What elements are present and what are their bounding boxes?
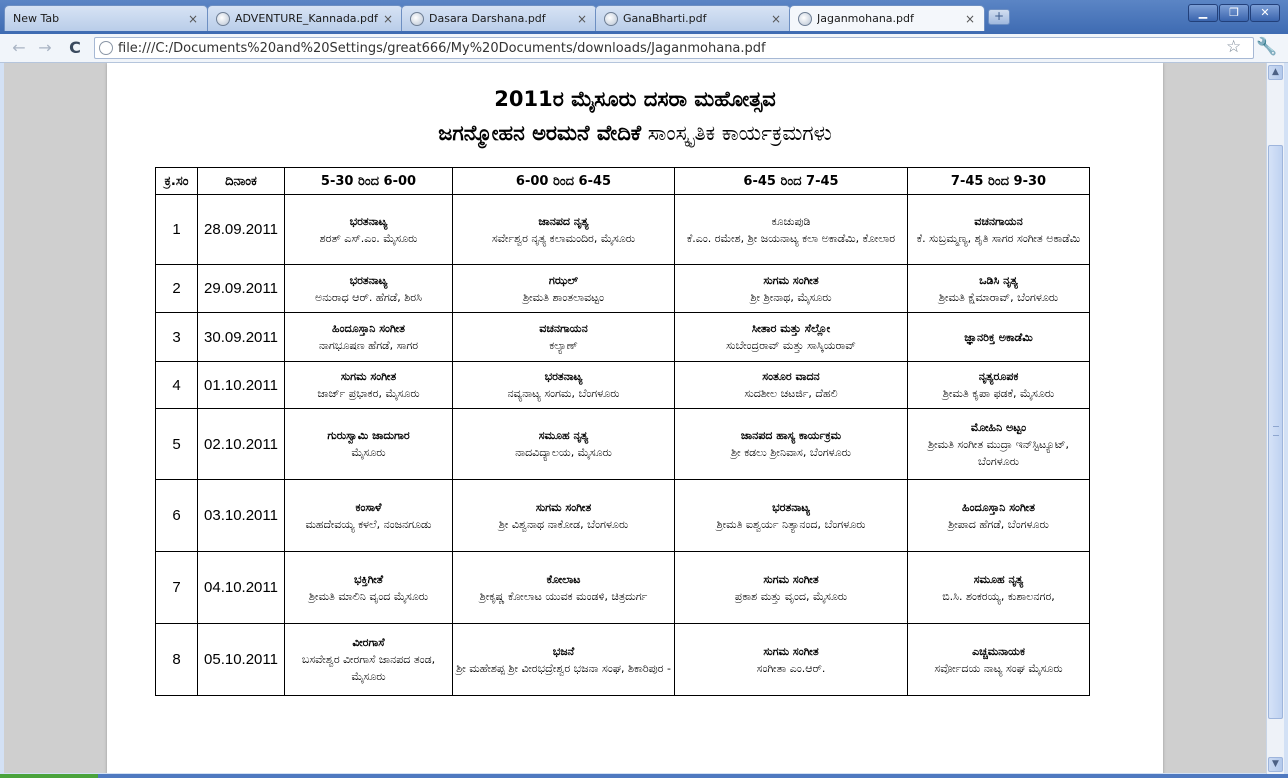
performer-details: ನಾದವಿದ್ಯಾಲಯ, ಮೈಸೂರು <box>515 446 612 459</box>
page-globe-icon <box>216 12 230 26</box>
program-title: ಸುಗಮ ಸಂಗೀತ <box>763 572 819 586</box>
table-row <box>156 480 1090 552</box>
program-title: ಜ್ಞಾನರಿಕ್ತ ಅಕಾಡೆಮಿ <box>964 330 1033 344</box>
restore-button[interactable]: ❐ <box>1219 4 1249 22</box>
program-title: ವೀರಗಾಸೆ <box>352 636 385 649</box>
performer-details: ಶ್ರೀಪಾದ ಹೆಗಡೆ, ಬೆಂಗಳೂರು <box>948 517 1049 531</box>
program-cell <box>285 480 453 552</box>
tab-adventure-kannada[interactable] <box>207 5 403 31</box>
program-title: ಮೋಹಿನಿ ಅಟ್ಟಂ <box>970 420 1027 434</box>
program-schedule-table <box>155 167 1090 696</box>
document-title: 2011ರ ಮೈಸೂರು ದಸರಾ ಮಹೋತ್ಸವ <box>494 87 776 111</box>
program-cell <box>908 195 1090 265</box>
program-cell <box>453 313 675 362</box>
venue-title: ಜಗನ್ಮೋಹನ ಅರಮನೆ ವೇದಿಕೆ <box>438 121 642 145</box>
tab-ganabharti[interactable] <box>595 5 791 31</box>
performer-details: ಸುದಶೀಲ ಚಟರ್ಜಿ, ದೆಹಲಿ <box>744 387 838 400</box>
program-cell <box>285 409 453 480</box>
forward-arrow-icon[interactable]: → <box>38 38 52 57</box>
program-title: ಸಮೂಹ ನೃತ್ಯ <box>538 429 589 442</box>
performer-details: ಕೆ. ಸುಬ್ರಮ್ಮಣ್ಯ, ಶೃತಿ ಸಾಗರ ಸಂಗೀತ ಅಕಾಡೆಮಿ <box>916 231 1081 245</box>
wrench-menu-icon[interactable]: 🔧 <box>1256 37 1278 57</box>
program-cell <box>675 265 908 313</box>
performer-details: ಶ್ರೀಕೃಷ್ಣ ಕೋಲಾಟ ಯುವಕ ಮಂಡಳಿ, ಚಿತ್ರದುರ್ಗ <box>479 589 648 603</box>
column-header: ದಿನಾಂಕ <box>198 168 285 195</box>
performer-details: ಶ್ರೀಮತಿ ಕೃಪಾ ಫಡಕೆ, ಮೈಸೂರು <box>942 387 1055 400</box>
bookmark-star-icon[interactable]: ☆ <box>1226 37 1242 57</box>
program-title: ಸಮೂಹ ನೃತ್ಯ <box>973 572 1024 586</box>
tab-close-icon[interactable]: × <box>382 11 394 26</box>
program-cell <box>453 552 675 624</box>
performer-details: ಕಲ್ಯಾಣ್ <box>549 339 578 352</box>
program-title: ಗುರುಸ್ವಾಮಿ ಜಾದುಗಾರ <box>327 429 410 442</box>
date-cell: 03.10.2011 <box>198 480 285 552</box>
tab-new-tab[interactable] <box>4 5 208 31</box>
tab-close-icon[interactable]: × <box>187 11 199 26</box>
performer-details: ಬಿ.ಸಿ. ಶಂಕರಯ್ಯ, ಕುಶಾಲನಗರ, <box>942 589 1055 603</box>
program-cell <box>908 409 1090 480</box>
serial-number-cell: 1 <box>156 195 198 265</box>
program-title: ಭರತನಾಟ್ಯ <box>349 214 388 228</box>
tab-jaganmohana[interactable] <box>789 5 985 31</box>
new-tab-button[interactable]: + <box>988 9 1010 25</box>
performer-details: ಶ್ರೀ ಮಹೇಶಪ್ಪ ಶ್ರೀ ವೀರಭದ್ರೇಶ್ವರ ಭಜನಾ ಸಂಘ, ಶಿಕಾರಿಪುರ - <box>456 661 671 675</box>
program-cell <box>285 313 453 362</box>
program-title: ಸುಗಮ ಸಂಗೀತ <box>763 644 819 658</box>
tab-dasara-darshana[interactable] <box>401 5 597 31</box>
address-input[interactable] <box>118 41 1253 56</box>
program-title: ಒಡಿಸಿ ನೃತ್ಯ <box>979 273 1018 287</box>
program-cell <box>285 624 453 696</box>
program-title: ಕೋಲಾಟ <box>546 572 581 586</box>
tab-close-icon[interactable]: × <box>964 11 976 26</box>
program-cell <box>453 265 675 313</box>
table-row <box>156 313 1090 362</box>
performer-details: ಶ್ರೀ ಕಡಲು ಶ್ರೀನಿವಾಸ, ಬೆಂಗಳೂರು <box>731 446 851 459</box>
program-title: ವಚನಗಾಯನ <box>974 214 1023 228</box>
date-cell: 04.10.2011 <box>198 552 285 624</box>
program-cell <box>908 552 1090 624</box>
performer-details: ಪ್ರಕಾಶ ಮತ್ತು ವೃಂದ, ಮೈಸೂರು <box>734 589 848 603</box>
program-title: ಭಕ್ತಿಗೀತೆ <box>353 572 384 586</box>
program-cell <box>285 265 453 313</box>
performer-details: ಕೆ.ಎಂ. ರಮೇಶ, ಶ್ರೀ ಜಯನಾಟ್ಯ ಕಲಾ ಅಕಾಡೆಮಿ, ಕೋಲಾರ <box>686 231 896 245</box>
performer-details: ಮೈಸೂರು <box>351 446 386 459</box>
program-title: ಭಜನೆ <box>552 644 575 658</box>
program-cell <box>675 362 908 409</box>
program-cell <box>675 409 908 480</box>
program-cell <box>675 624 908 696</box>
tab-label: Dasara Darshana.pdf <box>429 12 546 25</box>
table-row <box>156 265 1090 313</box>
program-title: ಹಿಂದೂಸ್ತಾನಿ ಸಂಗೀತ <box>332 322 405 335</box>
page-globe-icon <box>604 12 618 26</box>
performer-details: ಸಂಗೀತಾ ಎಂ.ಆರ್. <box>756 661 826 675</box>
date-cell: 02.10.2011 <box>198 409 285 480</box>
address-bar[interactable] <box>94 37 1254 59</box>
program-title: ಜಾನಪದ ಹಾಸ್ಯ ಕಾರ್ಯಕ್ರಮ <box>740 429 842 442</box>
performer-details: ಜಾರ್ಜ್ ಪ್ರಭಾಕರ, ಮೈಸೂರು <box>317 387 420 400</box>
serial-number-cell: 3 <box>156 313 198 362</box>
performer-details: ಸುಬೇಂದ್ರರಾವ್ ಮತ್ತು ಸಾಸ್ಕಿಯರಾವ್ <box>726 339 856 352</box>
program-cell <box>675 195 908 265</box>
performer-details: ಸರ್ವೇಶ್ವರ ನೃತ್ಯ ಕಲಾಮಂದಿರ, ಮೈಸೂರು <box>491 231 636 245</box>
table-header-row <box>156 168 1090 195</box>
program-title: ಭರತನಾಟ್ಯ <box>349 273 388 287</box>
column-header: 6-45 ರಿಂದ 7-45 <box>675 168 908 195</box>
program-title: ಕಂಸಾಳೆ <box>355 500 382 514</box>
performer-details: ಶ್ರೀಮತಿ ಶಾಂತಲಾವಟ್ಟಂ <box>522 290 604 304</box>
window-controls <box>1188 4 1280 22</box>
scroll-down-arrow-icon[interactable]: ▼ <box>1268 757 1283 772</box>
program-cell <box>453 362 675 409</box>
performer-details: ಅನುರಾಧ ಆರ್. ಹೆಗಡೆ, ಶಿರಸಿ <box>315 290 422 304</box>
scrollbar-grip <box>1273 426 1279 436</box>
program-title: ಸೀತಾರ ಮತ್ತು ಸೆಲ್ಲೋ <box>751 322 831 335</box>
performer-details: ಶ್ರೀ ಶ್ರೀನಾಥ, ಮೈಸೂರು <box>750 290 832 304</box>
tab-close-icon[interactable]: × <box>770 11 782 26</box>
performer-details: ಸರ್ವೋದಯ ನಾಟ್ಯ ಸಂಘ ಮೈಸೂರು <box>934 661 1063 675</box>
program-cell <box>908 362 1090 409</box>
pdf-page <box>107 63 1163 773</box>
program-title: ಎಚ್ಚಮನಾಯಕ <box>972 644 1025 658</box>
browser-toolbar <box>0 34 1288 63</box>
serial-number-cell: 6 <box>156 480 198 552</box>
program-cell <box>908 480 1090 552</box>
close-window-button[interactable]: ✕ <box>1250 4 1280 22</box>
performer-details: ಶ್ರೀಮತಿ ಐಶ್ವರ್ಯ ನಿತ್ಯಾನಂದ, ಬೆಂಗಳೂರು <box>716 517 866 531</box>
program-cell <box>908 313 1090 362</box>
tab-label: ADVENTURE_Kannada.pdf <box>235 12 378 25</box>
performer-details: ಮಹದೇವಯ್ಯ ಕಳಲೆ, ನಂಜನಗೂಡು <box>305 517 432 531</box>
program-title: ಹಿಂದೂಸ್ತಾನಿ ಸಂಗೀತ <box>962 500 1035 514</box>
table-row <box>156 195 1090 265</box>
program-cell <box>285 362 453 409</box>
date-cell: 30.09.2011 <box>198 313 285 362</box>
taskbar-strip <box>0 774 1288 778</box>
program-cell <box>285 552 453 624</box>
table-row <box>156 409 1090 480</box>
program-title: ಸುಗಮ ಸಂಗೀತ <box>340 370 397 383</box>
performer-details: ಶರತ್ ಎಸ್.ಎಂ. ಮೈಸೂರು <box>319 231 418 245</box>
tab-label: Jaganmohana.pdf <box>817 12 914 25</box>
date-cell: 05.10.2011 <box>198 624 285 696</box>
performer-details: ಶ್ರೀಮತಿ ಕ್ಷೆಮಾರಾವ್, ಬೆಂಗಳೂರು <box>938 290 1059 304</box>
reload-icon[interactable]: C <box>69 38 81 57</box>
programs-title: ಸಾಂಸ್ಕೃತಿಕ ಕಾರ್ಯಕ್ರಮಗಳು <box>647 121 832 145</box>
program-cell <box>453 409 675 480</box>
program-cell <box>675 480 908 552</box>
column-header: ಕ್ರ.ಸಂ <box>156 168 198 195</box>
program-cell <box>675 552 908 624</box>
scrollbar-thumb[interactable] <box>1268 145 1283 719</box>
program-title: ಜಾನಪದ ನೃತ್ಯ <box>538 214 589 228</box>
table-row <box>156 552 1090 624</box>
table-row <box>156 362 1090 409</box>
performer-details: ನವ್ಯನಾಟ್ಯ ಸಂಗಮ, ಬೆಂಗಳೂರು <box>507 387 620 400</box>
back-arrow-icon[interactable]: ← <box>12 38 26 57</box>
date-cell: 28.09.2011 <box>198 195 285 265</box>
program-title: ಗಝಲ್ <box>548 273 579 287</box>
tab-strip <box>0 0 1288 34</box>
column-header: 6-00 ರಿಂದ 6-45 <box>453 168 675 195</box>
serial-number-cell: 5 <box>156 409 198 480</box>
page-globe-icon <box>410 12 424 26</box>
scroll-up-arrow-icon[interactable]: ▲ <box>1268 65 1283 80</box>
start-strip <box>0 774 98 778</box>
program-cell <box>453 195 675 265</box>
program-title: ಭರತನಾಟ್ಯ <box>544 370 583 383</box>
program-title: ವಚನಗಾಯನ <box>539 322 588 335</box>
program-cell <box>285 195 453 265</box>
column-header: 7-45 ರಿಂದ 9-30 <box>908 168 1090 195</box>
program-cell <box>908 265 1090 313</box>
date-cell: 29.09.2011 <box>198 265 285 313</box>
program-cell <box>908 624 1090 696</box>
page-globe-icon <box>798 12 812 26</box>
performer-details: ನಾಗಭೂಷಣ ಹೆಗಡೆ, ಸಾಗರ <box>318 339 419 352</box>
serial-number-cell: 8 <box>156 624 198 696</box>
serial-number-cell: 4 <box>156 362 198 409</box>
program-title: ಕೂಚುಪುಡಿ <box>771 214 811 228</box>
minimize-button[interactable]: ▁ <box>1188 4 1218 22</box>
vertical-scrollbar[interactable] <box>1266 63 1284 775</box>
tab-close-icon[interactable]: × <box>576 11 588 26</box>
tab-label: New Tab <box>13 12 60 25</box>
document-subtitle <box>107 121 1163 146</box>
pdf-viewport[interactable] <box>4 63 1266 773</box>
program-cell <box>675 313 908 362</box>
program-cell <box>453 480 675 552</box>
performer-details: ಶ್ರೀಮತಿ ಸಂಗೀತ ಮುದ್ರಾ ಇನ್‌ಸ್ಟಿಟ್ಯೂಟ್, ಬೆಂಗಳೂರು <box>927 437 1070 468</box>
page-icon <box>99 41 113 55</box>
table-row <box>156 624 1090 696</box>
performer-details: ಬಸವೇಶ್ವರ ವೀರಗಾಸೆ ಜಾನಪದ ತಂಡ, ಮೈಸೂರು <box>301 653 436 683</box>
program-title: ಭರತನಾಟ್ಯ <box>772 500 810 514</box>
program-title: ಸುಗಮ ಸಂಗೀತ <box>535 500 592 514</box>
performer-details: ಶ್ರೀಮತಿ ಮಾಲಿನಿ ವೃಂದ ಮೈಸೂರು <box>308 589 429 603</box>
serial-number-cell: 2 <box>156 265 198 313</box>
column-header: 5-30 ರಿಂದ 6-00 <box>285 168 453 195</box>
program-title: ಸಂತೂರ ವಾದನ <box>762 370 820 383</box>
performer-details: ಶ್ರೀ ವಿಶ್ವನಾಥ ನಾಕೋಡ, ಬೆಂಗಳೂರು <box>498 517 629 531</box>
serial-number-cell: 7 <box>156 552 198 624</box>
program-title: ನೃತ್ಯರೂಪಕ <box>978 370 1019 383</box>
date-cell: 01.10.2011 <box>198 362 285 409</box>
program-cell <box>453 624 675 696</box>
tab-label: GanaBharti.pdf <box>623 12 707 25</box>
program-title: ಸುಗಮ ಸಂಗೀತ <box>763 273 819 287</box>
